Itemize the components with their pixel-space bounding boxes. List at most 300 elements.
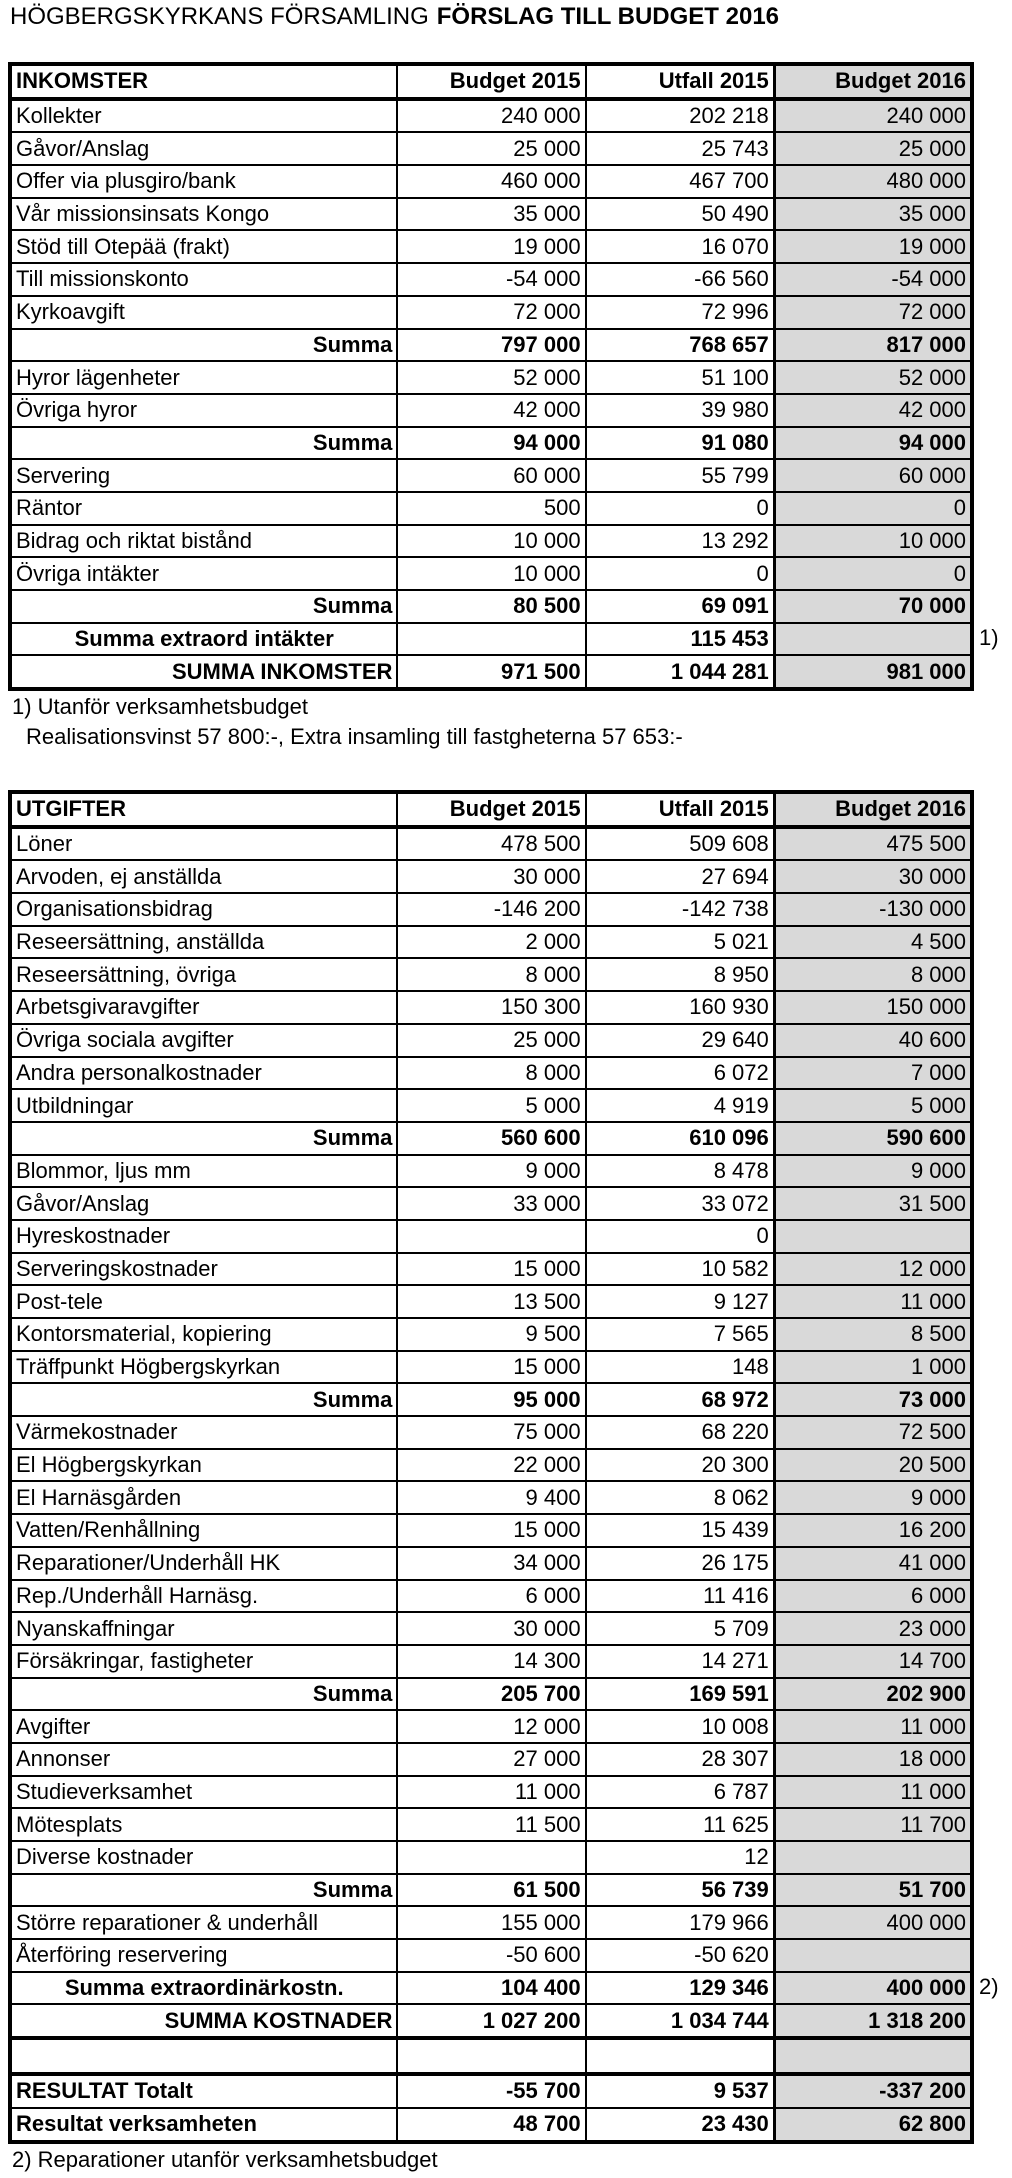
column-header: Budget 2016 bbox=[774, 792, 972, 827]
table-row bbox=[10, 1351, 972, 1384]
budget-2016-value: 1 318 200 bbox=[774, 2004, 972, 2038]
row-label: Vatten/Renhållning bbox=[10, 1514, 397, 1547]
table-row bbox=[10, 1710, 972, 1743]
row-label: El Harnäsgården bbox=[10, 1481, 397, 1514]
budget-2015-value: 48 700 bbox=[397, 2108, 585, 2142]
table-row bbox=[10, 1841, 972, 1874]
budget-2016-value: 31 500 bbox=[774, 1187, 972, 1220]
budget-2015-value: 94 000 bbox=[397, 427, 585, 460]
budget-2015-value: 560 600 bbox=[397, 1122, 585, 1155]
utfall-2015-value: 69 091 bbox=[586, 590, 775, 623]
utfall-2015-value: -142 738 bbox=[586, 893, 775, 926]
budget-2016-value: 60 000 bbox=[774, 459, 972, 492]
row-label: Resultat verksamheten bbox=[10, 2108, 397, 2142]
budget-2016-value: 817 000 bbox=[774, 329, 972, 362]
budget-2015-value: 25 000 bbox=[397, 132, 585, 165]
table-row bbox=[10, 1024, 972, 1057]
row-label: Summa bbox=[10, 427, 397, 460]
budget-2015-value bbox=[397, 623, 585, 656]
row-label: Värmekostnader bbox=[10, 1416, 397, 1449]
table-row bbox=[10, 1547, 972, 1580]
budget-2016-value: 11 000 bbox=[774, 1710, 972, 1743]
empty-row bbox=[10, 2038, 972, 2074]
budget-2015-value: 95 000 bbox=[397, 1383, 585, 1416]
row-label: Rep./Underhåll Harnäsg. bbox=[10, 1580, 397, 1613]
utfall-2015-value: 51 100 bbox=[586, 361, 775, 394]
utfall-2015-value: 467 700 bbox=[586, 165, 775, 198]
extra-row bbox=[10, 623, 972, 656]
utfall-2015-value: 14 271 bbox=[586, 1645, 775, 1678]
summa-row bbox=[10, 590, 972, 623]
utfall-2015-value bbox=[586, 2038, 775, 2074]
budget-2016-value: 4 500 bbox=[774, 926, 972, 959]
budget-2016-value bbox=[774, 1939, 972, 1972]
budget-2015-value: 8 000 bbox=[397, 958, 585, 991]
budget-2016-value: 590 600 bbox=[774, 1122, 972, 1155]
row-label: Reparationer/Underhåll HK bbox=[10, 1547, 397, 1580]
budget-2015-value: 52 000 bbox=[397, 361, 585, 394]
utfall-2015-value: 148 bbox=[586, 1351, 775, 1384]
budget-2015-value: -55 700 bbox=[397, 2074, 585, 2108]
utfall-2015-value: 39 980 bbox=[586, 394, 775, 427]
row-label: Summa extraordinärkostn. bbox=[10, 1972, 397, 2005]
row-label: Övriga hyror bbox=[10, 394, 397, 427]
budget-2015-value: -54 000 bbox=[397, 263, 585, 296]
table-row bbox=[10, 198, 972, 231]
budget-2015-value: 22 000 bbox=[397, 1449, 585, 1482]
budget-2015-value: 460 000 bbox=[397, 165, 585, 198]
table-row bbox=[10, 1906, 972, 1939]
document-heading bbox=[10, 2, 779, 32]
budget-2016-value: 14 700 bbox=[774, 1645, 972, 1678]
budget-2016-value: 8 500 bbox=[774, 1318, 972, 1351]
expenses-table bbox=[8, 790, 974, 2144]
utfall-2015-value: 6 787 bbox=[586, 1776, 775, 1809]
budget-2015-value bbox=[397, 2038, 585, 2074]
row-label bbox=[10, 2038, 397, 2074]
budget-2015-value: 33 000 bbox=[397, 1187, 585, 1220]
budget-2015-value: 61 500 bbox=[397, 1874, 585, 1907]
row-label: Summa bbox=[10, 1383, 397, 1416]
utfall-2015-value: 1 044 281 bbox=[586, 655, 775, 689]
resultat-row bbox=[10, 2074, 972, 2108]
budget-2015-value: -50 600 bbox=[397, 1939, 585, 1972]
row-label: Blommor, ljus mm bbox=[10, 1155, 397, 1188]
table-row bbox=[10, 1514, 972, 1547]
utfall-2015-value: 6 072 bbox=[586, 1057, 775, 1090]
row-label: Stöd till Otepää (frakt) bbox=[10, 230, 397, 263]
table-row bbox=[10, 296, 972, 329]
utfall-2015-value: 0 bbox=[586, 492, 775, 525]
budget-2016-value: 10 000 bbox=[774, 525, 972, 558]
utfall-2015-value: -66 560 bbox=[586, 263, 775, 296]
row-label: El Högbergskyrkan bbox=[10, 1449, 397, 1482]
row-label: SUMMA INKOMSTER bbox=[10, 655, 397, 689]
utfall-2015-value: 26 175 bbox=[586, 1547, 775, 1580]
budget-2016-value: 7 000 bbox=[774, 1057, 972, 1090]
row-label: Försäkringar, fastigheter bbox=[10, 1645, 397, 1678]
table-row bbox=[10, 1481, 972, 1514]
income-footnote-2: Realisationsvinst 57 800:-, Extra insamling till fastgheterna 57 653:- bbox=[26, 724, 683, 749]
row-label: Summa bbox=[10, 329, 397, 362]
row-label: Övriga sociala avgifter bbox=[10, 1024, 397, 1057]
utfall-2015-value: 8 950 bbox=[586, 958, 775, 991]
utfall-2015-value: 33 072 bbox=[586, 1187, 775, 1220]
row-label: Summa bbox=[10, 1678, 397, 1711]
budget-2016-value: 5 000 bbox=[774, 1089, 972, 1122]
organization-name: HÖGBERGSKYRKANS FÖRSAMLING bbox=[10, 3, 429, 30]
utfall-2015-value: 7 565 bbox=[586, 1318, 775, 1351]
row-label: Serveringskostnader bbox=[10, 1253, 397, 1286]
table-row bbox=[10, 165, 972, 198]
budget-2016-value: 20 500 bbox=[774, 1449, 972, 1482]
utfall-2015-value: 160 930 bbox=[586, 991, 775, 1024]
utfall-2015-value: 8 062 bbox=[586, 1481, 775, 1514]
budget-2015-value: 6 000 bbox=[397, 1580, 585, 1613]
extra-row bbox=[10, 1972, 972, 2005]
table-row bbox=[10, 1939, 972, 1972]
budget-2015-value: 75 000 bbox=[397, 1416, 585, 1449]
budget-2016-value: 30 000 bbox=[774, 860, 972, 893]
budget-2016-value: -54 000 bbox=[774, 263, 972, 296]
budget-2016-value: 11 000 bbox=[774, 1285, 972, 1318]
budget-2015-value: 150 300 bbox=[397, 991, 585, 1024]
utfall-2015-value: 9 127 bbox=[586, 1285, 775, 1318]
row-label: Post-tele bbox=[10, 1285, 397, 1318]
total-row bbox=[10, 655, 972, 689]
budget-2016-value: 150 000 bbox=[774, 991, 972, 1024]
budget-2015-value: 30 000 bbox=[397, 1612, 585, 1645]
income-table bbox=[8, 62, 974, 691]
table-row bbox=[10, 1416, 972, 1449]
table-row bbox=[10, 1612, 972, 1645]
document-title: FÖRSLAG TILL BUDGET 2016 bbox=[436, 3, 780, 30]
table-row bbox=[10, 1318, 972, 1351]
budget-2015-value: 205 700 bbox=[397, 1678, 585, 1711]
row-label: Hyror lägenheter bbox=[10, 361, 397, 394]
budget-2016-value: 62 800 bbox=[774, 2108, 972, 2142]
utfall-2015-value: 9 537 bbox=[586, 2074, 775, 2108]
budget-2015-value: 10 000 bbox=[397, 557, 585, 590]
budget-2015-value: 240 000 bbox=[397, 99, 585, 133]
row-label: Servering bbox=[10, 459, 397, 492]
budget-2015-value: 104 400 bbox=[397, 1972, 585, 2005]
budget-2016-value bbox=[774, 1220, 972, 1253]
budget-2016-value: 51 700 bbox=[774, 1874, 972, 1907]
row-label: Bidrag och riktat bistånd bbox=[10, 525, 397, 558]
utfall-2015-value: 11 625 bbox=[586, 1808, 775, 1841]
budget-2015-value: 15 000 bbox=[397, 1351, 585, 1384]
budget-2015-value: 1 027 200 bbox=[397, 2004, 585, 2038]
budget-2016-value bbox=[774, 1841, 972, 1874]
row-label: Hyreskostnader bbox=[10, 1220, 397, 1253]
row-label: Vår missionsinsats Kongo bbox=[10, 198, 397, 231]
budget-2016-value: 1 000 bbox=[774, 1351, 972, 1384]
table-row bbox=[10, 1808, 972, 1841]
row-label: Löner bbox=[10, 827, 397, 861]
budget-2015-value: 60 000 bbox=[397, 459, 585, 492]
budget-2016-value: 11 700 bbox=[774, 1808, 972, 1841]
row-label: Reseersättning, övriga bbox=[10, 958, 397, 991]
utfall-2015-value: 10 582 bbox=[586, 1253, 775, 1286]
budget-2016-value: 94 000 bbox=[774, 427, 972, 460]
resultat-row bbox=[10, 2108, 972, 2142]
row-label: Gåvor/Anslag bbox=[10, 132, 397, 165]
column-header: Utfall 2015 bbox=[586, 64, 775, 99]
row-label: RESULTAT Totalt bbox=[10, 2074, 397, 2108]
total-row bbox=[10, 2004, 972, 2038]
budget-2016-value: 25 000 bbox=[774, 132, 972, 165]
table-row bbox=[10, 525, 972, 558]
table-row bbox=[10, 958, 972, 991]
row-label: Summa bbox=[10, 1122, 397, 1155]
table-row bbox=[10, 1645, 972, 1678]
utfall-2015-value: 8 478 bbox=[586, 1155, 775, 1188]
utfall-2015-value: 16 070 bbox=[586, 230, 775, 263]
table-row bbox=[10, 1743, 972, 1776]
income-footnote-1: 1) Utanför verksamhetsbudget bbox=[12, 694, 308, 719]
table-row bbox=[10, 926, 972, 959]
table-row bbox=[10, 99, 972, 133]
budget-2015-value: 797 000 bbox=[397, 329, 585, 362]
budget-2016-value: 11 000 bbox=[774, 1776, 972, 1809]
budget-2015-value: 15 000 bbox=[397, 1514, 585, 1547]
budget-2016-value bbox=[774, 2038, 972, 2074]
budget-2015-value: 13 500 bbox=[397, 1285, 585, 1318]
row-label: Kollekter bbox=[10, 99, 397, 133]
row-label: Offer via plusgiro/bank bbox=[10, 165, 397, 198]
budget-2015-value: 35 000 bbox=[397, 198, 585, 231]
row-label: Studieverksamhet bbox=[10, 1776, 397, 1809]
table-row bbox=[10, 263, 972, 296]
row-footnote-marker: 1) bbox=[979, 624, 999, 650]
table-row bbox=[10, 557, 972, 590]
table-header-row bbox=[10, 792, 972, 827]
utfall-2015-value: 29 640 bbox=[586, 1024, 775, 1057]
utfall-2015-value: 169 591 bbox=[586, 1678, 775, 1711]
utfall-2015-value: 55 799 bbox=[586, 459, 775, 492]
budget-2015-value: 25 000 bbox=[397, 1024, 585, 1057]
utfall-2015-value: 50 490 bbox=[586, 198, 775, 231]
budget-2016-value: 475 500 bbox=[774, 827, 972, 861]
budget-2016-value: 9 000 bbox=[774, 1481, 972, 1514]
budget-2016-value: 480 000 bbox=[774, 165, 972, 198]
budget-2015-value: 8 000 bbox=[397, 1057, 585, 1090]
row-label: Räntor bbox=[10, 492, 397, 525]
table-row bbox=[10, 827, 972, 861]
utfall-2015-value: 20 300 bbox=[586, 1449, 775, 1482]
column-header: Budget 2015 bbox=[397, 64, 585, 99]
utfall-2015-value: 1 034 744 bbox=[586, 2004, 775, 2038]
budget-2015-value: 14 300 bbox=[397, 1645, 585, 1678]
budget-2015-value: 80 500 bbox=[397, 590, 585, 623]
utfall-2015-value: 115 453 bbox=[586, 623, 775, 656]
utfall-2015-value: 4 919 bbox=[586, 1089, 775, 1122]
budget-2016-value: 72 000 bbox=[774, 296, 972, 329]
budget-2015-value: 34 000 bbox=[397, 1547, 585, 1580]
budget-2016-value: 981 000 bbox=[774, 655, 972, 689]
budget-2015-value: 9 400 bbox=[397, 1481, 585, 1514]
budget-2015-value: 971 500 bbox=[397, 655, 585, 689]
summa-row bbox=[10, 1874, 972, 1907]
utfall-2015-value: 610 096 bbox=[586, 1122, 775, 1155]
summa-row bbox=[10, 1678, 972, 1711]
row-label: Summa bbox=[10, 1874, 397, 1907]
table-row bbox=[10, 1220, 972, 1253]
budget-2016-value: 202 900 bbox=[774, 1678, 972, 1711]
table-row bbox=[10, 459, 972, 492]
table-row bbox=[10, 991, 972, 1024]
budget-2015-value: 10 000 bbox=[397, 525, 585, 558]
budget-2015-value: 19 000 bbox=[397, 230, 585, 263]
row-label: Övriga intäkter bbox=[10, 557, 397, 590]
row-label: Kyrkoavgift bbox=[10, 296, 397, 329]
budget-2015-value bbox=[397, 1841, 585, 1874]
summa-row bbox=[10, 1383, 972, 1416]
budget-2016-value: 0 bbox=[774, 492, 972, 525]
budget-2015-value: 15 000 bbox=[397, 1253, 585, 1286]
budget-2015-value: 5 000 bbox=[397, 1089, 585, 1122]
utfall-2015-value: 179 966 bbox=[586, 1906, 775, 1939]
utfall-2015-value: 13 292 bbox=[586, 525, 775, 558]
row-label: Större reparationer & underhåll bbox=[10, 1906, 397, 1939]
table-row bbox=[10, 1253, 972, 1286]
summa-row bbox=[10, 329, 972, 362]
row-label: Organisationsbidrag bbox=[10, 893, 397, 926]
budget-2015-value: 9 500 bbox=[397, 1318, 585, 1351]
row-label: Till missionskonto bbox=[10, 263, 397, 296]
budget-2016-value: -337 200 bbox=[774, 2074, 972, 2108]
row-label: Andra personalkostnader bbox=[10, 1057, 397, 1090]
row-label: Gåvor/Anslag bbox=[10, 1187, 397, 1220]
budget-2015-value: 42 000 bbox=[397, 394, 585, 427]
row-label: Träffpunkt Högbergskyrkan bbox=[10, 1351, 397, 1384]
budget-2016-value: -130 000 bbox=[774, 893, 972, 926]
row-label: Reseersättning, anställda bbox=[10, 926, 397, 959]
budget-2016-value: 52 000 bbox=[774, 361, 972, 394]
budget-2015-value: 2 000 bbox=[397, 926, 585, 959]
budget-2015-value: 11 000 bbox=[397, 1776, 585, 1809]
table-row bbox=[10, 132, 972, 165]
table-row bbox=[10, 394, 972, 427]
column-header: Budget 2015 bbox=[397, 792, 585, 827]
utfall-2015-value: 68 220 bbox=[586, 1416, 775, 1449]
budget-2015-value: -146 200 bbox=[397, 893, 585, 926]
budget-2015-value: 72 000 bbox=[397, 296, 585, 329]
utfall-2015-value: 56 739 bbox=[586, 1874, 775, 1907]
utfall-2015-value: 768 657 bbox=[586, 329, 775, 362]
budget-2016-value: 23 000 bbox=[774, 1612, 972, 1645]
table-row bbox=[10, 1285, 972, 1318]
row-label: Arvoden, ej anställda bbox=[10, 860, 397, 893]
budget-2015-value: 478 500 bbox=[397, 827, 585, 861]
table-row bbox=[10, 1449, 972, 1482]
budget-2015-value: 12 000 bbox=[397, 1710, 585, 1743]
summa-row bbox=[10, 1122, 972, 1155]
budget-2016-value: 42 000 bbox=[774, 394, 972, 427]
utfall-2015-value: 91 080 bbox=[586, 427, 775, 460]
utfall-2015-value: 12 bbox=[586, 1841, 775, 1874]
table-row bbox=[10, 492, 972, 525]
utfall-2015-value: 28 307 bbox=[586, 1743, 775, 1776]
utfall-2015-value: 68 972 bbox=[586, 1383, 775, 1416]
row-label: Summa bbox=[10, 590, 397, 623]
table-row bbox=[10, 1580, 972, 1613]
budget-2016-value: 12 000 bbox=[774, 1253, 972, 1286]
budget-2016-value: 400 000 bbox=[774, 1972, 972, 2005]
table-row bbox=[10, 1089, 972, 1122]
row-label: Utbildningar bbox=[10, 1089, 397, 1122]
utfall-2015-value: 202 218 bbox=[586, 99, 775, 133]
utfall-2015-value: 15 439 bbox=[586, 1514, 775, 1547]
budget-2016-value: 9 000 bbox=[774, 1155, 972, 1188]
budget-2016-value: 18 000 bbox=[774, 1743, 972, 1776]
table-row bbox=[10, 1776, 972, 1809]
utfall-2015-value: 10 008 bbox=[586, 1710, 775, 1743]
utfall-2015-value: 72 996 bbox=[586, 296, 775, 329]
utfall-2015-value: 0 bbox=[586, 1220, 775, 1253]
summa-row bbox=[10, 427, 972, 460]
utfall-2015-value: 27 694 bbox=[586, 860, 775, 893]
table-header-row bbox=[10, 64, 972, 99]
column-header: Utfall 2015 bbox=[586, 792, 775, 827]
utfall-2015-value: 25 743 bbox=[586, 132, 775, 165]
utfall-2015-value: 509 608 bbox=[586, 827, 775, 861]
table-row bbox=[10, 1155, 972, 1188]
budget-2016-value: 35 000 bbox=[774, 198, 972, 231]
budget-2015-value: 155 000 bbox=[397, 1906, 585, 1939]
budget-2016-value: 40 600 bbox=[774, 1024, 972, 1057]
column-header: UTGIFTER bbox=[10, 792, 397, 827]
budget-2015-value: 30 000 bbox=[397, 860, 585, 893]
table-row bbox=[10, 1187, 972, 1220]
table-row bbox=[10, 361, 972, 394]
utfall-2015-value: 129 346 bbox=[586, 1972, 775, 2005]
expenses-footnote: 2) Reparationer utanför verksamhetsbudget bbox=[12, 2147, 438, 2172]
row-label: Återföring reservering bbox=[10, 1939, 397, 1972]
table-row bbox=[10, 1057, 972, 1090]
utfall-2015-value: -50 620 bbox=[586, 1939, 775, 1972]
budget-2015-value: 9 000 bbox=[397, 1155, 585, 1188]
row-label: Diverse kostnader bbox=[10, 1841, 397, 1874]
budget-2015-value: 500 bbox=[397, 492, 585, 525]
utfall-2015-value: 23 430 bbox=[586, 2108, 775, 2142]
budget-2016-value: 6 000 bbox=[774, 1580, 972, 1613]
row-label: Mötesplats bbox=[10, 1808, 397, 1841]
row-label: Annonser bbox=[10, 1743, 397, 1776]
row-label: Nyanskaffningar bbox=[10, 1612, 397, 1645]
row-label: Kontorsmaterial, kopiering bbox=[10, 1318, 397, 1351]
budget-2016-value: 73 000 bbox=[774, 1383, 972, 1416]
budget-2015-value: 11 500 bbox=[397, 1808, 585, 1841]
table-row bbox=[10, 893, 972, 926]
budget-2016-value bbox=[774, 623, 972, 656]
budget-2016-value: 0 bbox=[774, 557, 972, 590]
budget-2016-value: 8 000 bbox=[774, 958, 972, 991]
column-header: INKOMSTER bbox=[10, 64, 397, 99]
budget-2015-value: 27 000 bbox=[397, 1743, 585, 1776]
utfall-2015-value: 5 709 bbox=[586, 1612, 775, 1645]
budget-2016-value: 70 000 bbox=[774, 590, 972, 623]
utfall-2015-value: 11 416 bbox=[586, 1580, 775, 1613]
budget-2015-value bbox=[397, 1220, 585, 1253]
row-label: Summa extraord intäkter bbox=[10, 623, 397, 656]
budget-2016-value: 19 000 bbox=[774, 230, 972, 263]
column-header: Budget 2016 bbox=[774, 64, 972, 99]
row-label: Avgifter bbox=[10, 1710, 397, 1743]
utfall-2015-value: 0 bbox=[586, 557, 775, 590]
budget-2016-value: 240 000 bbox=[774, 99, 972, 133]
